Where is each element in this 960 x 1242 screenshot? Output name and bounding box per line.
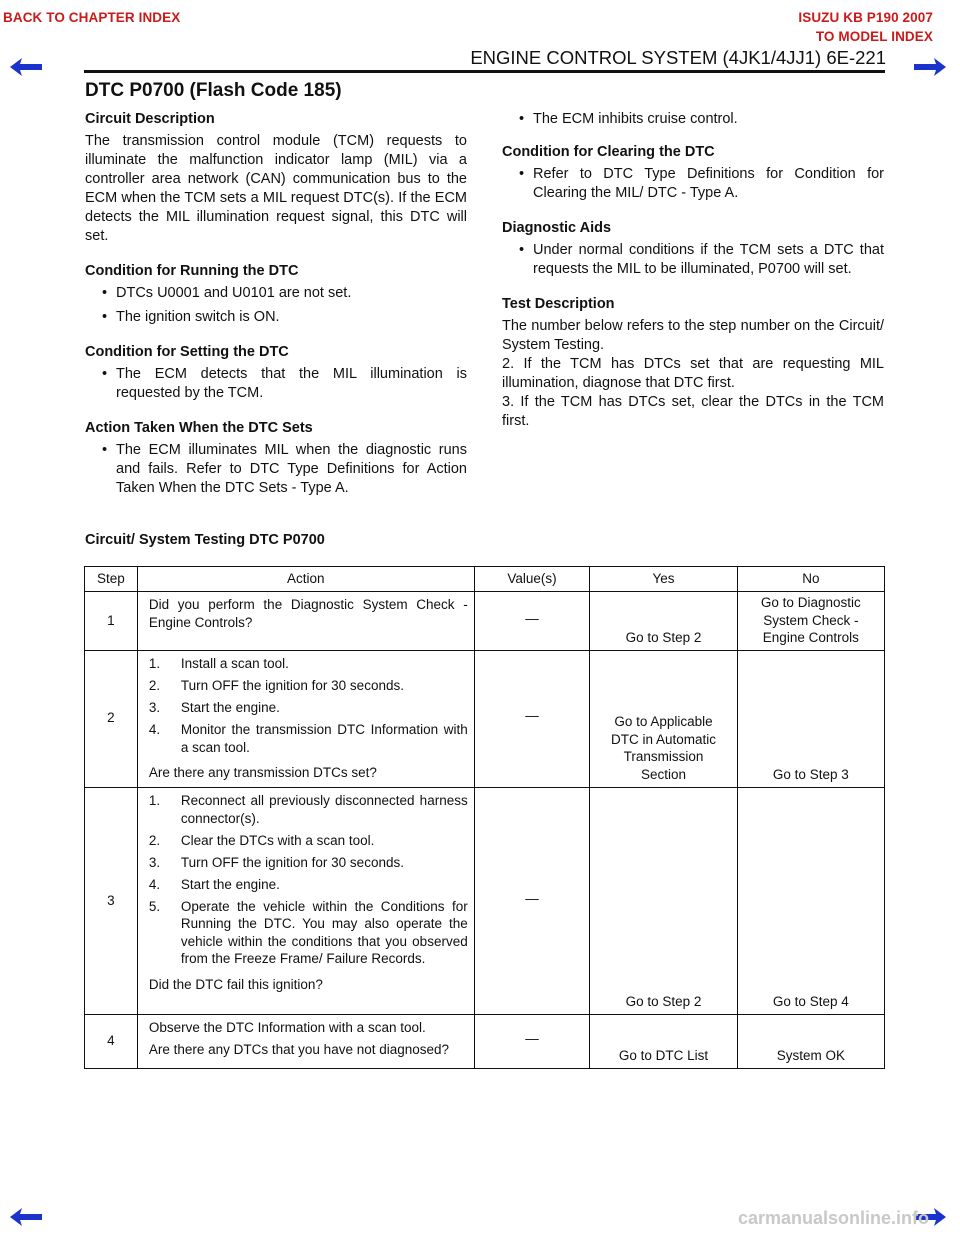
table-caption: Circuit/ System Testing DTC P0700 [85, 532, 325, 548]
header-values: Value(s) [474, 567, 590, 592]
step-number: 4 [107, 1033, 115, 1048]
diagnostic-aids-heading: Diagnostic Aids [502, 220, 612, 236]
list-item: • The ignition switch is ON. [85, 308, 467, 327]
no-action-link[interactable]: Go to Step 3 [772, 766, 849, 782]
action-step: 3. Start the engine. [148, 700, 280, 715]
action-taken-section [85, 419, 467, 498]
left-column [85, 110, 467, 514]
condition-clearing-section [502, 143, 884, 203]
table-row [85, 651, 885, 788]
circuit-description-heading: Circuit Description [85, 111, 215, 127]
header-action: Action [137, 567, 474, 592]
list-item: • DTCs U0001 and U0101 are not set. [85, 284, 467, 303]
value-dash: — [525, 708, 539, 723]
table-row [85, 1015, 885, 1069]
action-step: 1. Reconnect all previously disconnected harness connector(s). [148, 793, 468, 826]
table-header-row [85, 567, 885, 592]
header-step: Step [85, 567, 138, 592]
test-description-section [502, 295, 884, 431]
right-column [502, 110, 884, 447]
condition-setting-heading: Condition for Setting the DTC [85, 344, 289, 360]
value-dash: — [525, 1031, 539, 1046]
list-item: • The ECM inhibits cruise control. [502, 110, 884, 129]
header-divider [84, 70, 885, 73]
model-link[interactable]: ISUZU KB P190 2007 [798, 10, 933, 25]
step-number: 1 [107, 613, 115, 628]
action-taken-continued [502, 110, 884, 129]
yes-action-link[interactable]: Go to Step 2 [625, 629, 702, 645]
action-step: 2. Turn OFF the ignition for 30 seconds. [148, 678, 404, 693]
list-item: • The ECM detects that the MIL illumination is requested by the TCM. [85, 365, 467, 403]
condition-clearing-heading: Condition for Clearing the DTC [502, 144, 715, 160]
circuit-testing-table [84, 566, 885, 1069]
header-no: No [737, 567, 884, 592]
circuit-description-section [85, 110, 467, 246]
previous-page-arrow-icon[interactable] [8, 56, 44, 78]
condition-setting-section [85, 343, 467, 403]
list-item: • Under normal conditions if the TCM sets a DTC that requests the MIL to be illuminated, P0700 will set. [502, 241, 884, 279]
no-action-link[interactable]: Go to Step 4 [772, 993, 849, 1009]
action-text: Did you perform the Diagnostic System Check - Engine Controls? [148, 597, 468, 630]
test-description-line: 2. If the TCM has DTCs set that are requesting MIL illumination, diagnose that DTC first. [502, 356, 884, 391]
back-to-chapter-index-link[interactable]: BACK TO CHAPTER INDEX [3, 10, 181, 25]
header-yes: Yes [590, 567, 737, 592]
test-description-line: 3. If the TCM has DTCs set, clear the DTCs in the TCM first. [502, 394, 884, 429]
step-number: 3 [107, 893, 115, 908]
value-dash: — [525, 611, 539, 626]
no-action-link[interactable]: Go to Diagnostic System Check - Engine Controls [760, 595, 861, 645]
value-dash: — [525, 891, 539, 906]
dtc-title: DTC P0700 (Flash Code 185) [85, 80, 342, 101]
action-question: Did the DTC fail this ignition? [148, 976, 323, 992]
action-taken-heading: Action Taken When the DTC Sets [85, 420, 313, 436]
action-step: 5. Operate the vehicle within the Conditions for Running the DTC. You may also operate the vehicle within the conditions that you observed from the Freeze Frame/ Failure Records. [148, 898, 468, 966]
condition-running-section [85, 262, 467, 327]
step-number: 2 [107, 710, 115, 725]
circuit-description-text: The transmission control module (TCM) requests to illuminate the malfunction indicator lamp (MIL) via a controller area network (CAN) communication bus to the ECM when the TCM sets a MIL request DTC(s). If the ECM detects the MIL illumination request signal, this DTC will set. [85, 133, 467, 244]
diagnostic-aids-section [502, 219, 884, 279]
action-question: Are there any transmission DTCs set? [148, 765, 377, 780]
list-item: • The ECM illuminates MIL when the diagnostic runs and fails. Refer to DTC Type Definitions for Action Taken When the DTC Sets - Type A. [85, 441, 467, 498]
yes-action-link[interactable]: Go to Applicable DTC in Automatic Transmission Section [610, 714, 717, 782]
action-step: 3. Turn OFF the ignition for 30 seconds. [148, 854, 404, 870]
action-step: 4. Start the engine. [148, 876, 280, 892]
previous-page-arrow-icon[interactable] [8, 1206, 44, 1228]
to-model-index-link[interactable]: TO MODEL INDEX [815, 29, 933, 44]
yes-action-link[interactable]: Go to Step 2 [625, 993, 702, 1009]
table-row [85, 592, 885, 651]
action-step: 1. Install a scan tool. [148, 656, 289, 671]
test-description-heading: Test Description [502, 296, 615, 312]
action-text: Observe the DTC Information with a scan tool. [148, 1020, 426, 1035]
table-row [85, 788, 885, 1015]
action-step: 2. Clear the DTCs with a scan tool. [148, 832, 375, 848]
test-description-line: The number below refers to the step number on the Circuit/ System Testing. [502, 318, 884, 353]
action-step: 4. Monitor the transmission DTC Information with a scan tool. [148, 722, 468, 755]
yes-action-link[interactable]: Go to DTC List [618, 1047, 709, 1063]
watermark-text: carmanualsonline.info [738, 1208, 930, 1228]
no-action-link[interactable]: System OK [776, 1047, 845, 1063]
list-item: • Refer to DTC Type Definitions for Condition for Clearing the MIL/ DTC - Type A. [502, 165, 884, 203]
action-question: Are there any DTCs that you have not diagnosed? [148, 1041, 450, 1057]
condition-running-heading: Condition for Running the DTC [85, 263, 299, 279]
next-page-arrow-icon[interactable] [912, 56, 948, 78]
page-header-title: ENGINE CONTROL SYSTEM (4JK1/4JJ1) 6E-221 [470, 47, 886, 68]
